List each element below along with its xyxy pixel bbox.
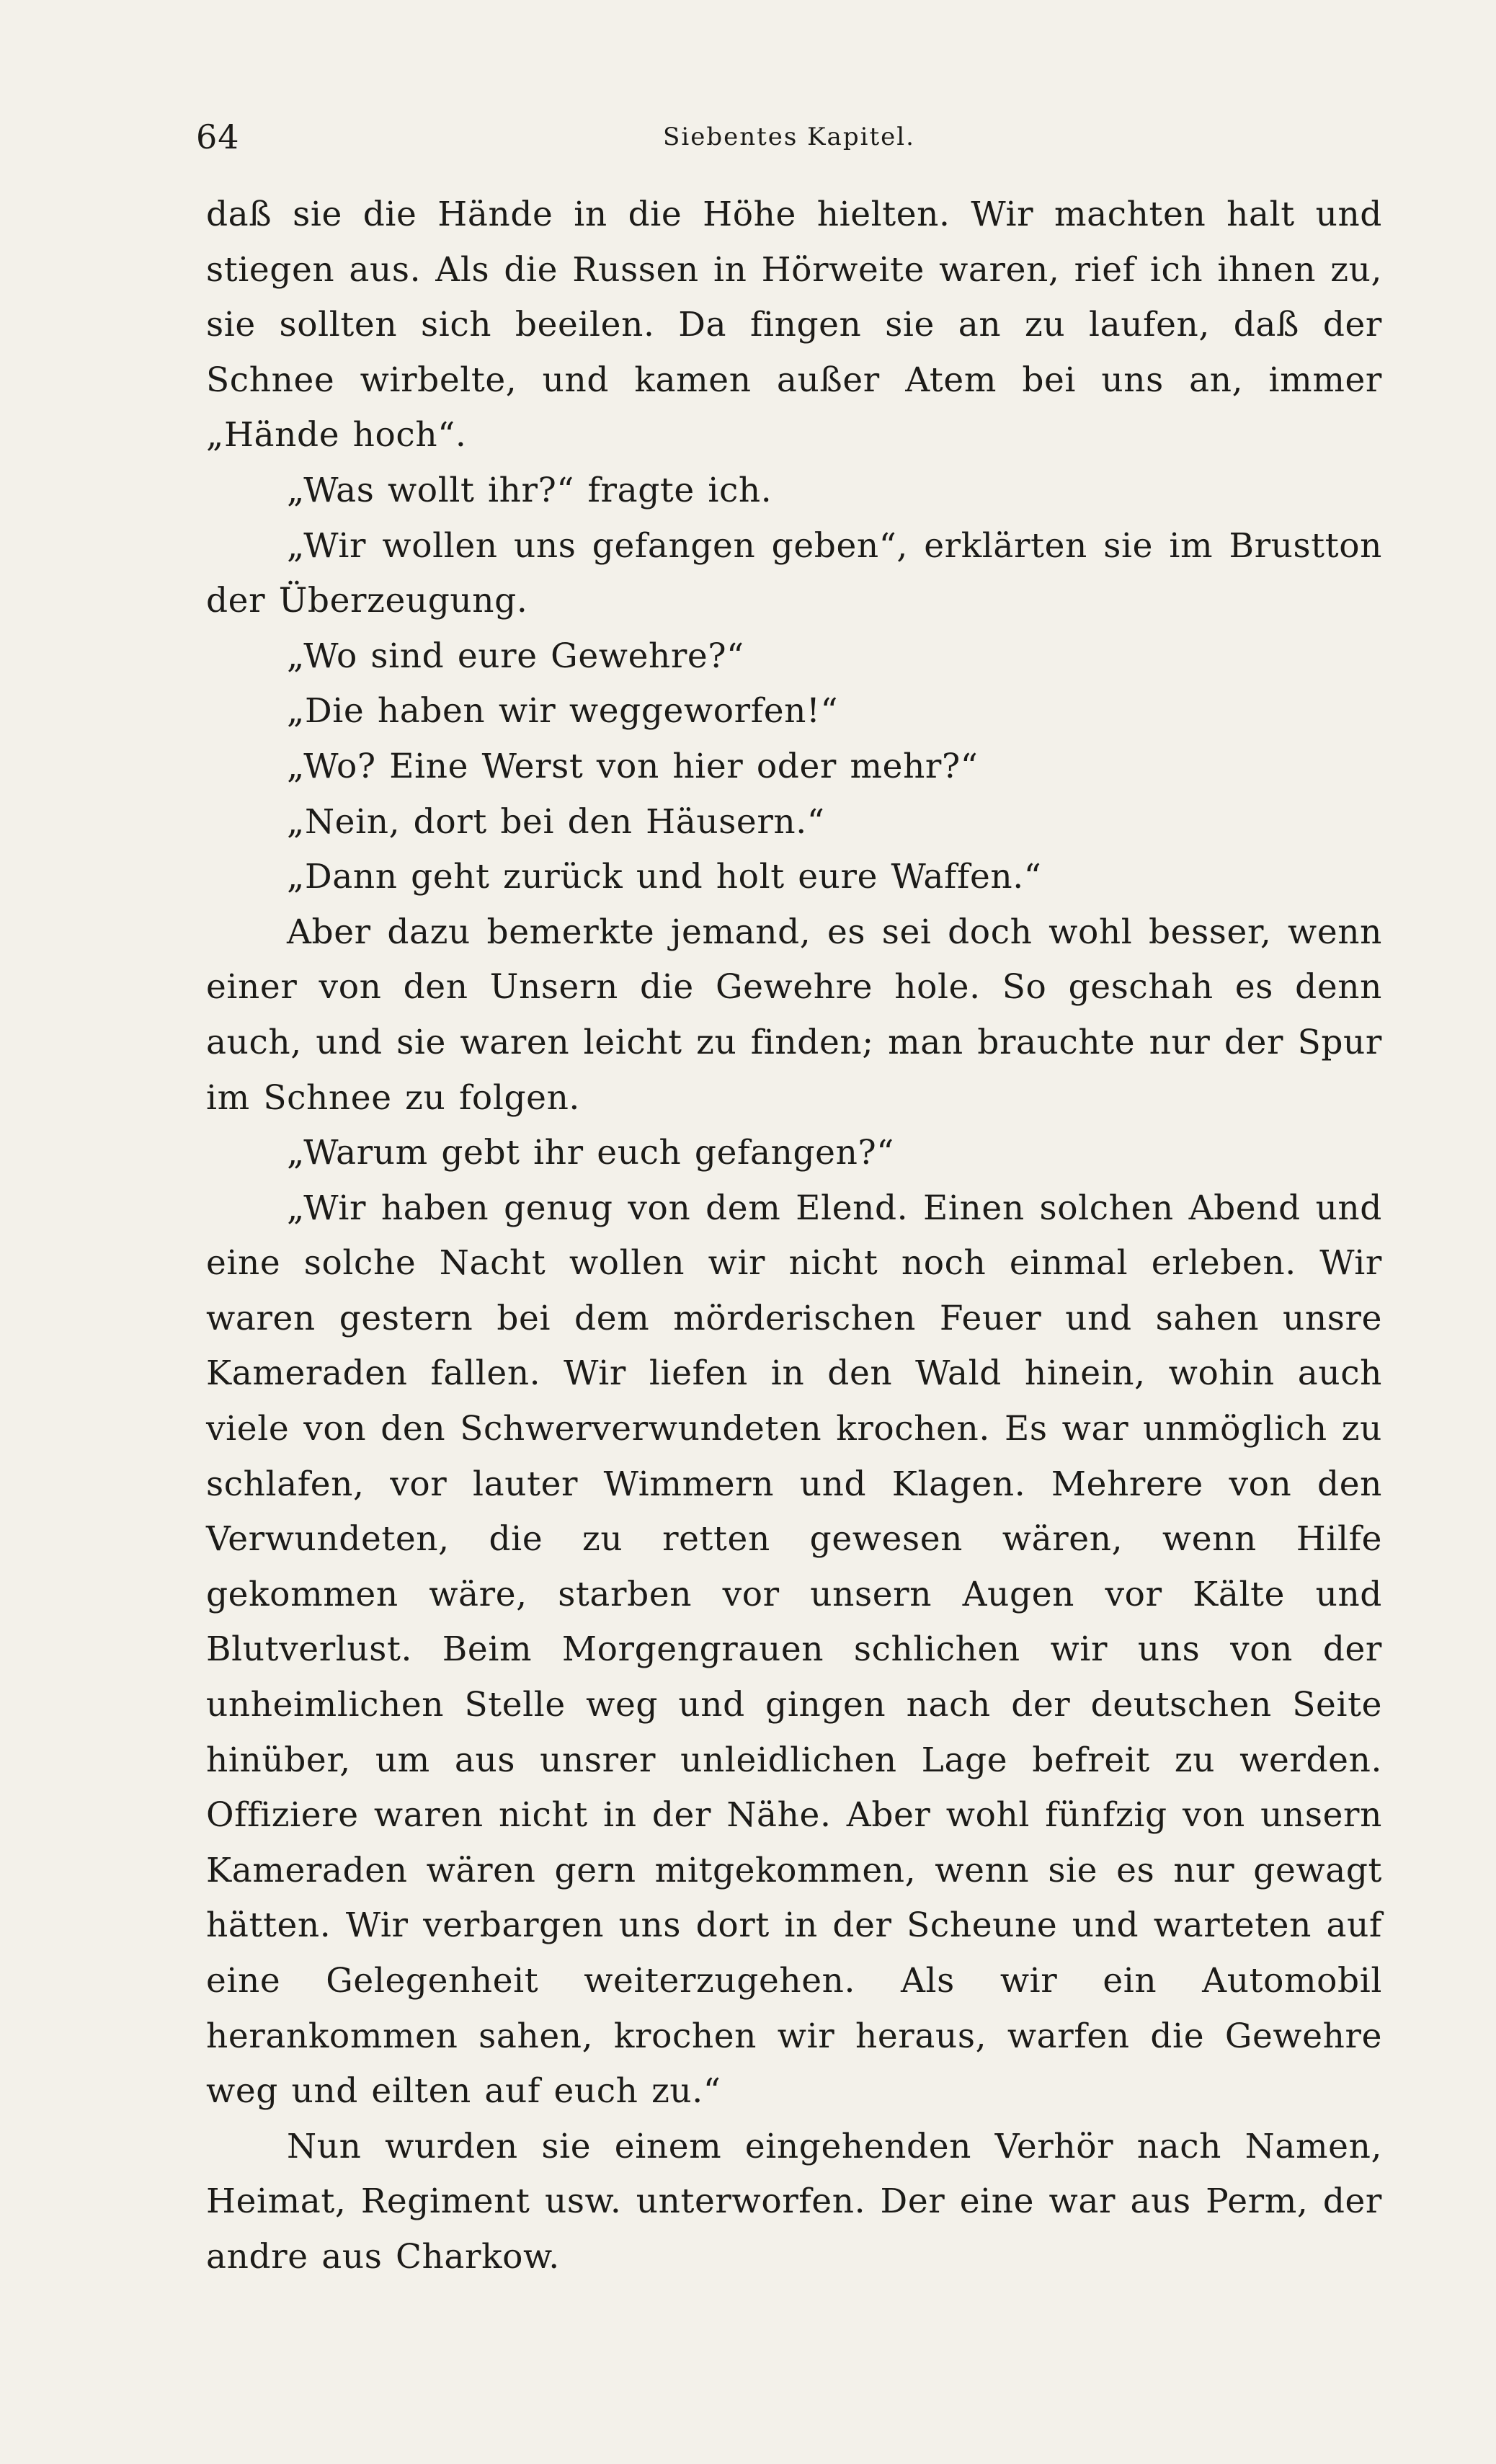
paragraph: „Warum gebt ihr euch gefangen?“ [287, 1133, 894, 1173]
paragraph: daß sie die Hände in die Höhe hielten. Wir machten halt und stiegen aus. Als die Russen in Hörweite waren, rief ich ihnen zu, sie sollten sich beeilen. Da fingen sie an zu laufen, daß der Schnee wirbelte, und kamen außer Atem bei uns an, immer „Hände hoch“. [206, 195, 1382, 455]
running-title: Siebentes Kapitel. [663, 123, 915, 151]
paragraph: „Nein, dort bei den Häusern.“ [287, 801, 825, 842]
paragraph: „Wo sind eure Gewehre?“ [287, 636, 744, 676]
paragraph: „Die haben wir weggeworfen!“ [287, 691, 839, 731]
paragraph: „Was wollt ihr?“ fragte ich. [287, 470, 773, 510]
page-header [196, 115, 1382, 159]
paragraph: „Wir haben genug von dem Elend. Einen solchen Abend und eine solche Nacht wollen wir nicht noch einmal erleben. Wir waren gestern bei dem mörderischen Feuer und sahen unsre Kameraden fallen. Wir liefen in den Wald hinein, wohin auch viele von den Schwerverwundeten krochen. Es war unmöglich zu schlafen, vor lauter Wimmern und Klagen. Mehrere von den Verwundeten, die zu retten gewesen wären, wenn Hilfe gekommen wäre, starben vor unsern Augen vor Kälte und Blutverlust. Beim Morgengrauen schlichen wir uns von der unheimlichen Stelle weg und gingen nach der deutschen Seite hinüber, um aus unsrer unleidlichen Lage befreit zu werden. Offiziere waren nicht in der Nähe. Aber wohl fünfzig von unsern Kameraden wären gern mitgekommen, wenn sie es nur gewagt hätten. Wir verbargen uns dort in der Scheune und warteten auf eine Gelegenheit weiterzugehen. Als wir ein Automobil herankommen sahen, krochen wir heraus, warfen die Gewehre weg und eilten auf euch zu.“ [206, 1188, 1382, 2112]
paragraph: „Wo? Eine Werst von hier oder mehr?“ [287, 746, 979, 786]
page-number: 64 [196, 117, 240, 156]
body-text [206, 187, 1382, 2285]
paragraph: Nun wurden sie einem eingehenden Verhör nach Namen, Heimat, Regiment usw. unterworfen. Der eine war aus Perm, der andre aus Charkow. [206, 2126, 1382, 2277]
paragraph: „Dann geht zurück und holt eure Waffen.“ [287, 857, 1042, 897]
paragraph: Aber dazu bemerkte jemand, es sei doch wohl besser, wenn einer von den Unsern die Gewehre hole. So geschah es denn auch, und sie waren leicht zu finden; man brauchte nur der Spur im Schnee zu folgen. [206, 912, 1382, 1118]
paragraph: „Wir wollen uns gefangen geben“, erklärten sie im Brustton der Überzeugung. [206, 525, 1382, 621]
